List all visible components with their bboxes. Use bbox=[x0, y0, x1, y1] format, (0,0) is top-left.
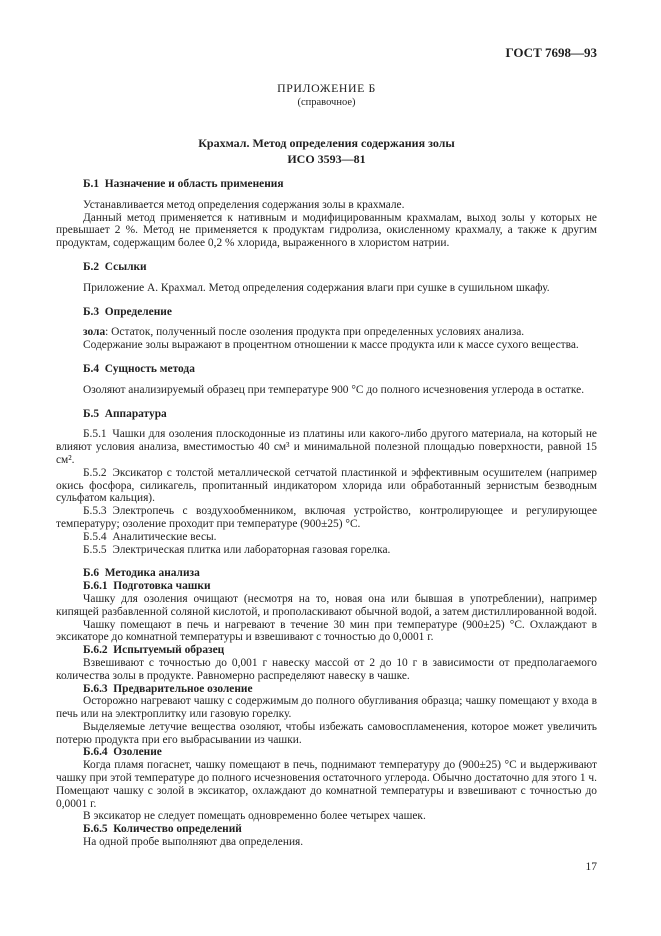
section-b64-paragraph-2: В эксикатор не следует помещать одновременно более четырех чашек. bbox=[83, 810, 426, 823]
section-b62-heading: Б.6.2 Испытуемый образец bbox=[83, 644, 225, 657]
section-b61-heading: Б.6.1 Подготовка чашки bbox=[83, 580, 211, 593]
section-b4-paragraph-1: Озоляют анализируемый образец при температуре 900 °С до полного исчезновения углерода в остатке. bbox=[83, 383, 585, 396]
section-b64-paragraph-1: Когда пламя погаснет, чашку помещают в печь, поднимают температуру до (900±25) °С и выдерживают чашку при этой температуре до полного исчезновения остаточного углерода. Обычно достаточно для этого 1 ч. Помещают чашку с золой в эксикатор, охлаждают до комнатной температуры и взвешивают с точностью до 0,0001 г. bbox=[56, 759, 597, 810]
doc-code: ГОСТ 7698—93 bbox=[505, 45, 597, 60]
appendix-note: (справочное) bbox=[297, 97, 356, 108]
section-b1-paragraph-2: Данный метод применяется к нативным и модифицированным крахмалам, выход золы у которых не превышает 2 %. Метод не применяется к продуктам гидролиза, окисленному крахмалу, а также к другим продуктам, содержащим более 0,2 % хлорида, выраженного в хлористом натрии. bbox=[56, 211, 597, 250]
section-b65-paragraph-1: На одной пробе выполняют два определения. bbox=[83, 836, 304, 849]
section-b1-heading: Б.1 Назначение и область применения bbox=[83, 178, 284, 190]
section-b6-heading: Б.6 Методика анализа bbox=[83, 567, 200, 580]
section-b2-paragraph-1: Приложение А. Крахмал. Метод определения содержания влаги при сушке в сушильном шкафу. bbox=[83, 281, 550, 294]
page-number: 17 bbox=[585, 860, 597, 873]
definition-term: зола bbox=[83, 326, 106, 339]
section-b5-item-4: Б.5.4 Аналитические весы. bbox=[83, 530, 217, 543]
document-title bbox=[56, 136, 597, 167]
definition-text: : Остаток, полученный после озоления продукта при определенных условиях анализа. bbox=[105, 326, 525, 339]
section-b1-paragraph-1: Устанавливается метод определения содержания золы в крахмале. bbox=[83, 198, 405, 211]
doc-title-line-1: Крахмал. Метод определения содержания золы bbox=[198, 136, 455, 150]
section-b4-heading: Б.4 Сущность метода bbox=[83, 362, 195, 375]
section-b63-heading: Б.6.3 Предварительное озоление bbox=[83, 682, 253, 695]
section-b2-heading: Б.2 Ссылки bbox=[83, 260, 147, 273]
doc-title-line-2: ИСО 3593—81 bbox=[287, 151, 366, 166]
appendix-label: ПРИЛОЖЕНИЕ Б bbox=[277, 81, 376, 95]
section-b5-item-2: Б.5.2 Эксикатор с толстой металлической сетчатой пластинкой и эффективным осушителем (например окись фосфора, силикагель, пропитанный индикатором хлорида или обработанный зернистым безводным сульфатом кальция). bbox=[56, 466, 597, 505]
section-b63-paragraph-2: Выделяемые летучие вещества озоляют, чтобы избежать самовоспламенения, которое может увеличить потерю продукта при его выбрасывании из чашки. bbox=[56, 720, 597, 746]
section-b5-item-3: Б.5.3 Электропечь с воздухообменником, включая устройство, контролирующее и регулирующее температуру; озоление проходит при температуре (900±25) °С. bbox=[56, 505, 597, 530]
section-b3-definition bbox=[56, 326, 597, 339]
section-b5-item-1: Б.5.1 Чашки для озоления плоскодонные из платины или какого-либо другого материала, на который не влияют условия анализа, вместимостью 40 см³ и минимальной полезной площадью поверхности, равной 15 см². bbox=[56, 428, 597, 466]
section-b62-paragraph-1: Взвешивают с точностью до 0,001 г навеску массой от 2 до 10 г в зависимости от предполагаемого количества золы в продукте. Равномерно распределяют навеску в чашке. bbox=[56, 656, 597, 682]
section-b64-heading: Б.6.4 Озоление bbox=[83, 746, 162, 759]
section-b61-paragraph-2: Чашку помещают в печь и нагревают в течение 30 мин при температуре (900±25) °С. Охлаждают в эксикаторе до комнатной температуры и взвешивают с точностью до 0,0001 г. bbox=[56, 618, 597, 644]
section-b63-paragraph-1: Осторожно нагревают чашку с содержимым до полного обугливания образца; чашку помещают у входа в печь или на электроплитку или газовую горелку. bbox=[56, 695, 597, 721]
section-b3-paragraph-2: Содержание золы выражают в процентном отношении к массе продукта или к массе сухого вещества. bbox=[83, 339, 579, 352]
section-b61-paragraph-1: Чашку для озоления очищают (несмотря на то, новая она или бывшая в употреблении), например кипящей разбавленной соляной кислотой, и прополаскивают обычной водой, а затем дистиллированной водой. bbox=[56, 592, 597, 618]
section-b3-heading: Б.3 Определение bbox=[83, 305, 172, 318]
section-b5-item-5: Б.5.5 Электрическая плитка или лабораторная газовая горелка. bbox=[83, 543, 391, 556]
section-b5-heading: Б.5 Аппаратура bbox=[83, 407, 167, 420]
section-b65-heading: Б.6.5 Количество определений bbox=[83, 823, 242, 836]
